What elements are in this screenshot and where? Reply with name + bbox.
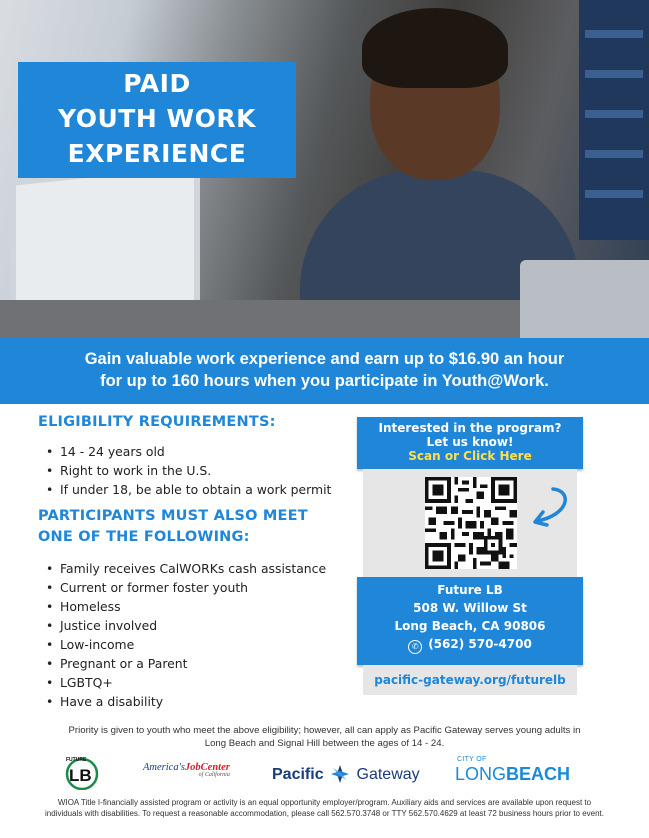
priority-line: Priority is given to youth who meet the above eligibility; however, all can apply as Pacific Gateway serves young adults in	[68, 725, 581, 736]
participants-list	[38, 559, 343, 711]
list-item: • Right to work in the U.S.	[38, 461, 343, 480]
eligibility-list	[38, 442, 343, 499]
contact-column	[357, 417, 583, 695]
street-address: 508 W. Willow St	[413, 601, 527, 615]
requirements-column	[38, 412, 343, 711]
address-card	[357, 577, 583, 665]
list-item: • If under 18, be able to obtain a work permit	[38, 480, 343, 499]
list-item: • Have a disability	[38, 692, 343, 711]
priority-line: Long Beach and Signal Hill between the ages of 14 - 24.	[204, 738, 445, 749]
disclaimer-line: WIOA Title I-financially assisted program or activity is an equal opportunity employer/program. Auxiliary aids and services are available upon request to	[57, 798, 592, 807]
wioa-disclaimer	[18, 797, 631, 819]
heading-line: PARTICIPANTS MUST ALSO MEET	[38, 508, 308, 524]
list-item: • Current or former foster youth	[38, 578, 343, 597]
pacific-gateway-logo: Pacific Gateway	[272, 766, 420, 783]
pacific-gateway-mark-icon	[330, 764, 350, 784]
list-item: • Family receives CalWORKs cash assistance	[38, 559, 343, 578]
svg-text:LB: LB	[69, 766, 92, 785]
background-shelf	[579, 0, 649, 240]
program-url[interactable]: pacific-gateway.org/futurelb	[363, 665, 577, 695]
list-item: • LGBTQ+	[38, 673, 343, 692]
americas-job-center-logo: America'sJobCenter of California	[143, 762, 230, 778]
person-hair	[362, 8, 508, 88]
list-item: • Pregnant or a Parent	[38, 654, 343, 673]
phone-row[interactable]	[357, 635, 583, 654]
qr-code[interactable]	[425, 477, 517, 569]
partner-logos	[0, 752, 649, 792]
phone-number[interactable]: (562) 570-4700	[428, 637, 532, 651]
interest-card[interactable]	[357, 417, 583, 469]
title-line: EXPERIENCE	[67, 139, 247, 168]
list-item: • Low-income	[38, 635, 343, 654]
scan-link[interactable]: Scan or Click Here	[408, 449, 532, 463]
pay-banner	[0, 338, 649, 404]
banner-line: Gain valuable work experience and earn up to $16.90 an hour	[84, 350, 565, 368]
interest-line: Interested in the program?	[378, 421, 562, 435]
city-of-long-beach-logo: CITY OF LONGBEACH	[455, 756, 571, 784]
eligibility-heading: ELIGIBILITY REQUIREMENTS:	[38, 414, 276, 430]
hero-photo	[0, 0, 649, 338]
heading-line: ONE OF THE FOLLOWING:	[38, 529, 250, 545]
banner-line: for up to 160 hours when you participate in Youth@Work.	[100, 372, 549, 390]
city-address: Long Beach, CA 90806	[394, 619, 546, 633]
participants-heading	[38, 506, 343, 548]
priority-note	[20, 724, 629, 750]
title-line: PAID	[123, 69, 191, 98]
future-lb-logo	[62, 754, 102, 790]
disclaimer-line: individuals with disabilities. To request a reasonable accommodation, please call 562.570.3748 or TTY 562.570.4629 at least 72 business hours prior to event.	[44, 809, 604, 818]
curved-arrow-icon	[523, 481, 573, 531]
list-item: • 14 - 24 years old	[38, 442, 343, 461]
svg-text:FUTURE: FUTURE	[66, 757, 87, 763]
title-line: YOUTH WORK	[58, 104, 256, 133]
laptop	[520, 260, 649, 338]
org-name: Future LB	[437, 583, 503, 597]
list-item: • Homeless	[38, 597, 343, 616]
interest-line: Let us know!	[426, 435, 514, 449]
list-item: • Justice involved	[38, 616, 343, 635]
title-box	[18, 62, 296, 178]
phone-icon: ✆	[408, 640, 422, 654]
